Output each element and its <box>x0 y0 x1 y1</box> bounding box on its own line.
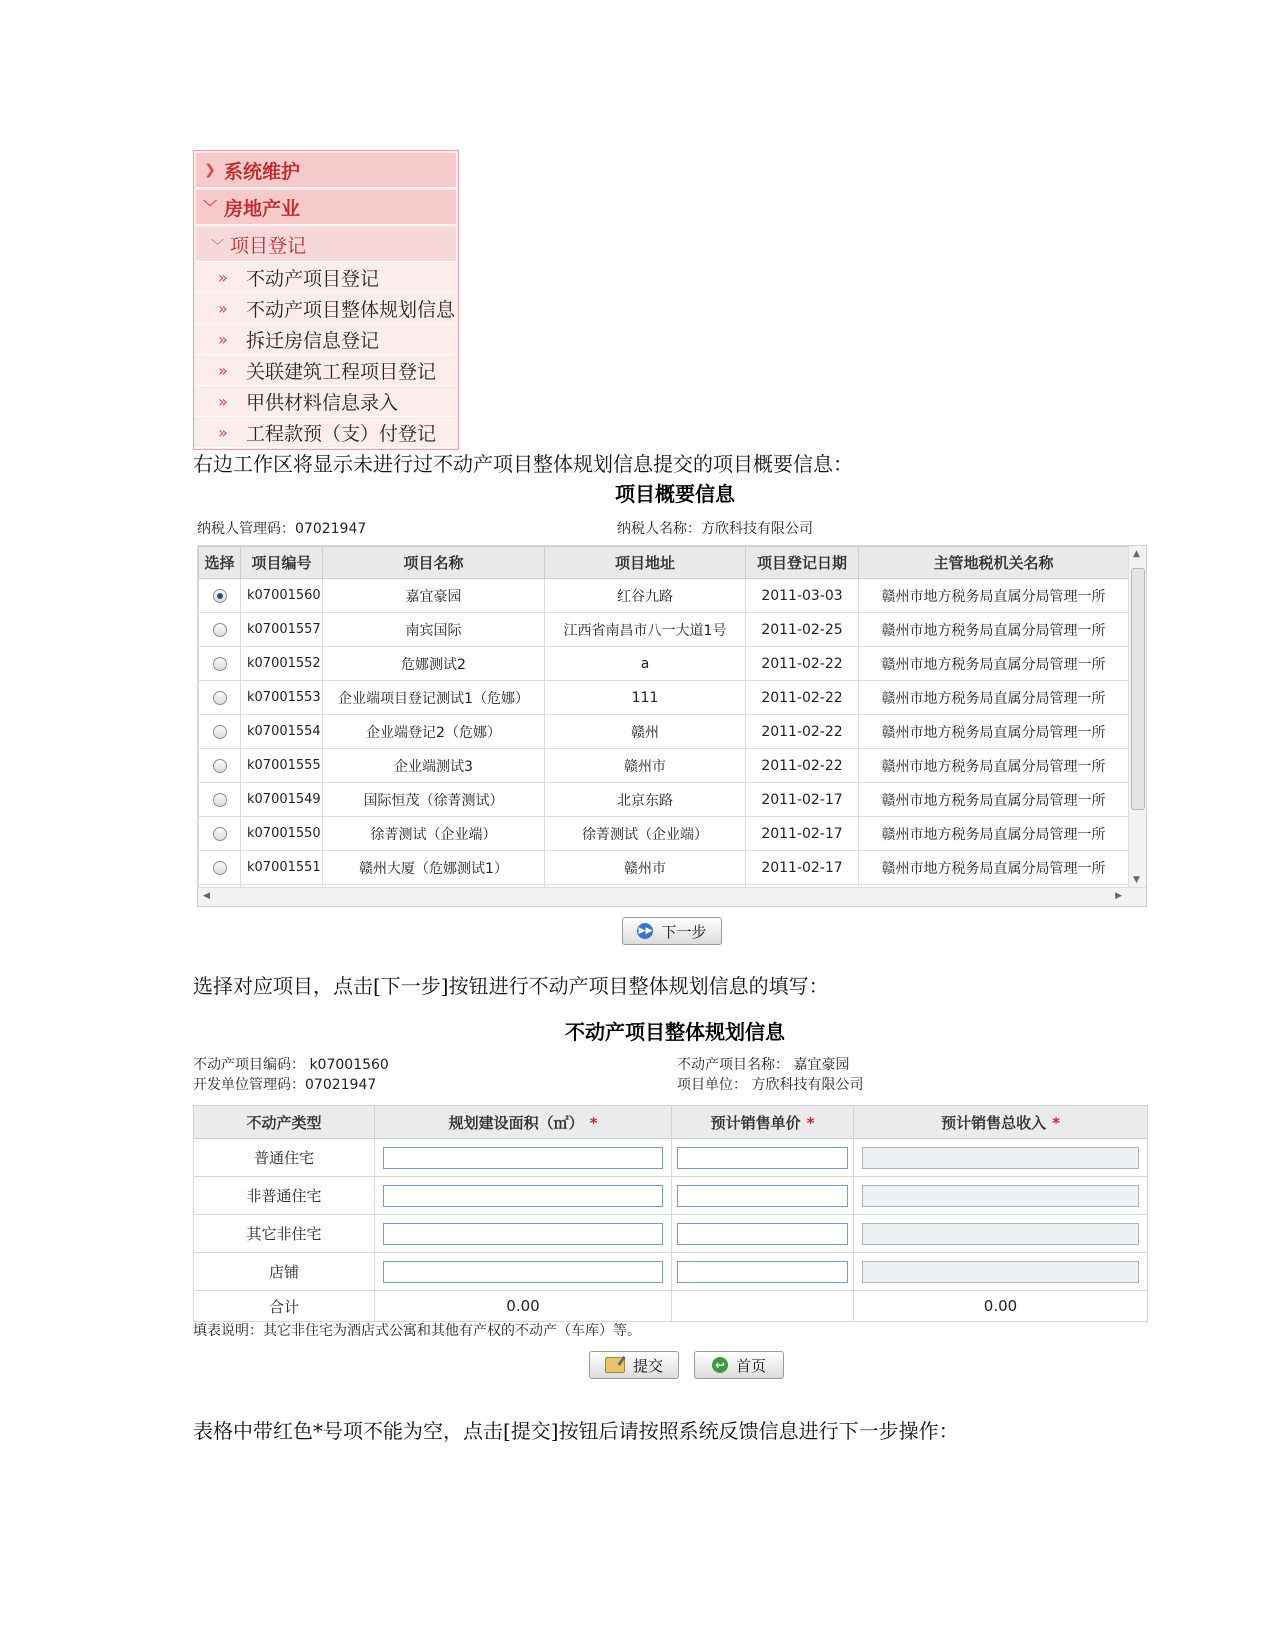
scroll-down-icon[interactable]: ▼ <box>1133 875 1140 885</box>
col-header-select: 选择 <box>199 547 241 579</box>
paragraph-3: 表格中带红色*号项不能为空，点击[提交]按钮后请按照系统反馈信息进行下一步操作： <box>193 1419 959 1443</box>
unit-price-cell <box>672 1177 854 1215</box>
submit-button[interactable]: 提交 <box>589 1351 679 1379</box>
project-date: 2011-02-22 <box>746 647 859 681</box>
table-row[interactable] <box>199 749 1129 783</box>
project-date: 2011-02-17 <box>746 851 859 885</box>
total-income-cell <box>854 1139 1148 1177</box>
project-address: 红谷九路 <box>545 579 746 613</box>
project-code-info: 不动产项目编码： k07001560 <box>193 1057 389 1073</box>
menu-item-construction-link[interactable]: » 关联建筑工程项目登记 <box>196 355 456 386</box>
double-chevron-icon: » <box>218 267 228 287</box>
total-unit-price <box>672 1291 854 1322</box>
property-type: 其它非住宅 <box>194 1215 375 1253</box>
table-row[interactable] <box>199 579 1129 613</box>
menu-project-registration[interactable]: ﹀ 项目登记 <box>196 227 456 262</box>
required-mark: * <box>806 1113 815 1132</box>
area-input[interactable] <box>383 1261 662 1283</box>
chevron-down-icon: ﹀ <box>210 238 224 254</box>
project-code: k07001551 <box>241 851 323 885</box>
unit-price-input[interactable] <box>677 1185 847 1207</box>
col-header-date: 项目登记日期 <box>746 547 859 579</box>
home-button[interactable]: ↩ 首页 <box>694 1351 784 1379</box>
col-header-name: 项目名称 <box>323 547 545 579</box>
tax-office: 赣州市地方税务局直属分局管理一所 <box>859 817 1129 851</box>
form-note: 填表说明：其它非住宅为酒店式公寓和其他有产权的不动产（车库）等。 <box>193 1323 641 1339</box>
select-radio[interactable] <box>213 827 227 841</box>
table-row[interactable] <box>199 783 1129 817</box>
project-address: 赣州市 <box>545 851 746 885</box>
col-header-type: 不动产类型 <box>194 1106 375 1139</box>
project-name: 企业端项目登记测试1（危娜） <box>323 681 545 715</box>
vertical-scrollbar[interactable] <box>1128 546 1146 888</box>
col-header-office: 主管地税机关名称 <box>859 547 1129 579</box>
select-radio[interactable] <box>213 623 227 637</box>
property-type: 店铺 <box>194 1253 375 1291</box>
total-income-input <box>862 1223 1138 1245</box>
tax-office: 赣州市地方税务局直属分局管理一所 <box>859 681 1129 715</box>
tax-office: 赣州市地方税务局直属分局管理一所 <box>859 613 1129 647</box>
menu-system-maintenance[interactable]: ❯ 系统维护 <box>196 153 456 188</box>
col-header-code: 项目编号 <box>241 547 323 579</box>
select-cell[interactable] <box>199 817 241 851</box>
paragraph-2: 选择对应项目，点击[下一步]按钮进行不动产项目整体规划信息的填写： <box>193 974 829 998</box>
project-unit-info: 项目单位： 方欣科技有限公司 <box>677 1077 864 1093</box>
col-header-area: 规划建设面积（㎡） * <box>375 1106 672 1139</box>
scroll-left-icon[interactable]: ◀ <box>203 891 210 901</box>
submit-icon <box>605 1357 625 1373</box>
project-date: 2011-02-22 <box>746 749 859 783</box>
project-code: k07001549 <box>241 783 323 817</box>
project-address: 北京东路 <box>545 783 746 817</box>
plan-table <box>193 1105 1148 1322</box>
tax-office: 赣州市地方税务局直属分局管理一所 <box>859 783 1129 817</box>
unit-price-cell <box>672 1139 854 1177</box>
project-code: k07001552 <box>241 647 323 681</box>
project-name: 徐菁测试（企业端） <box>323 817 545 851</box>
total-income-input <box>862 1185 1138 1207</box>
project-name: 嘉宜豪园 <box>323 579 545 613</box>
table-row[interactable] <box>199 613 1129 647</box>
unit-price-cell <box>672 1215 854 1253</box>
area-cell <box>375 1215 672 1253</box>
project-code: k07001550 <box>241 817 323 851</box>
property-type: 非普通住宅 <box>194 1177 375 1215</box>
area-input[interactable] <box>383 1223 662 1245</box>
project-name: 赣州大厦（危娜测试1） <box>323 851 545 885</box>
paragraph-1: 右边工作区将显示未进行过不动产项目整体规划信息提交的项目概要信息： <box>193 452 853 476</box>
area-cell <box>375 1253 672 1291</box>
select-cell[interactable] <box>199 783 241 817</box>
select-cell[interactable] <box>199 851 241 885</box>
project-name: 国际恒茂（徐菁测试） <box>323 783 545 817</box>
menu-item-overall-plan[interactable]: » 不动产项目整体规划信息 <box>196 293 456 324</box>
next-step-button[interactable]: ▶▶ 下一步 <box>622 917 722 945</box>
project-name: 危娜测试2 <box>323 647 545 681</box>
tax-office: 赣州市地方税务局直属分局管理一所 <box>859 647 1129 681</box>
project-address: 赣州市 <box>545 749 746 783</box>
project-address: 111 <box>545 681 746 715</box>
dev-code-info: 开发单位管理码：07021947 <box>193 1077 377 1093</box>
project-date: 2011-03-03 <box>746 579 859 613</box>
project-address: 江西省南昌市八一大道1号 <box>545 613 746 647</box>
project-name: 南宾国际 <box>323 613 545 647</box>
scroll-up-icon[interactable]: ▲ <box>1133 549 1140 559</box>
select-radio[interactable] <box>213 691 227 705</box>
project-code: k07001560 <box>241 579 323 613</box>
select-cell[interactable] <box>199 681 241 715</box>
taxpayer-name-info: 纳税人名称：方欣科技有限公司 <box>617 521 813 537</box>
forward-icon: ▶▶ <box>637 923 653 939</box>
chevron-right-icon: ❯ <box>204 162 216 178</box>
project-date: 2011-02-25 <box>746 613 859 647</box>
total-row <box>194 1291 1148 1322</box>
select-radio[interactable] <box>213 759 227 773</box>
table-header-row <box>199 547 1129 579</box>
project-table <box>198 546 1129 907</box>
project-code: k07001555 <box>241 749 323 783</box>
table-row[interactable] <box>199 817 1129 851</box>
required-mark: * <box>589 1113 598 1132</box>
unit-price-input[interactable] <box>677 1261 847 1283</box>
menu-item-material-entry[interactable]: » 甲供材料信息录入 <box>196 386 456 417</box>
double-chevron-icon: » <box>218 360 228 380</box>
project-code: k07001554 <box>241 715 323 749</box>
overview-title: 项目概要信息 <box>615 482 735 506</box>
menu-item-demolition[interactable]: » 拆迁房信息登记 <box>196 324 456 355</box>
unit-price-input[interactable] <box>677 1223 847 1245</box>
project-code: k07001553 <box>241 681 323 715</box>
total-label: 合计 <box>194 1291 375 1322</box>
plan-header-row <box>194 1106 1148 1139</box>
area-input[interactable] <box>383 1185 662 1207</box>
col-header-unit-price: 预计销售单价 * <box>672 1106 854 1139</box>
select-cell[interactable] <box>199 647 241 681</box>
project-date: 2011-02-17 <box>746 817 859 851</box>
double-chevron-icon: » <box>218 298 228 318</box>
plan-row <box>194 1177 1148 1215</box>
property-type: 普通住宅 <box>194 1139 375 1177</box>
select-radio[interactable] <box>213 861 227 875</box>
project-name-info: 不动产项目名称： 嘉宜豪园 <box>677 1057 850 1073</box>
tax-office: 赣州市地方税务局直属分局管理一所 <box>859 851 1129 885</box>
project-address: 徐菁测试（企业端） <box>545 817 746 851</box>
tax-office: 赣州市地方税务局直属分局管理一所 <box>859 579 1129 613</box>
total-income-cell <box>854 1215 1148 1253</box>
chevron-down-icon: ﹀ <box>203 200 217 216</box>
total-income-cell <box>854 1177 1148 1215</box>
area-cell <box>375 1177 672 1215</box>
table-row[interactable] <box>199 715 1129 749</box>
double-chevron-icon: » <box>218 391 228 411</box>
col-header-address: 项目地址 <box>545 547 746 579</box>
scroll-right-icon[interactable]: ▶ <box>1115 891 1122 901</box>
select-radio[interactable] <box>213 725 227 739</box>
menu-real-estate[interactable]: ﹀ 房地产业 <box>196 190 456 225</box>
area-cell <box>375 1139 672 1177</box>
total-income: 0.00 <box>854 1291 1148 1322</box>
plan-row <box>194 1253 1148 1291</box>
total-area: 0.00 <box>375 1291 672 1322</box>
project-address: a <box>545 647 746 681</box>
unit-price-cell <box>672 1253 854 1291</box>
plan-row <box>194 1139 1148 1177</box>
tax-office: 赣州市地方税务局直属分局管理一所 <box>859 749 1129 783</box>
area-input[interactable] <box>383 1147 662 1169</box>
select-cell[interactable] <box>199 749 241 783</box>
table-row[interactable] <box>199 681 1129 715</box>
project-date: 2011-02-22 <box>746 681 859 715</box>
select-cell[interactable] <box>199 715 241 749</box>
project-code: k07001557 <box>241 613 323 647</box>
project-name: 企业端测试3 <box>323 749 545 783</box>
select-cell[interactable] <box>199 579 241 613</box>
col-header-total-income: 预计销售总收入 * <box>854 1106 1148 1139</box>
project-table-container <box>197 545 1147 907</box>
total-income-input <box>862 1147 1138 1169</box>
select-radio[interactable] <box>213 793 227 807</box>
table-row[interactable] <box>199 647 1129 681</box>
plan-title: 不动产项目整体规划信息 <box>565 1020 785 1044</box>
double-chevron-icon: » <box>218 422 228 442</box>
side-menu <box>193 150 459 450</box>
total-income-input <box>862 1261 1138 1283</box>
horizontal-scrollbar[interactable] <box>198 887 1146 906</box>
scroll-thumb[interactable] <box>1131 568 1145 810</box>
tax-office: 赣州市地方税务局直属分局管理一所 <box>859 715 1129 749</box>
project-name: 企业端登记2（危娜） <box>323 715 545 749</box>
taxpayer-code-info: 纳税人管理码：07021947 <box>197 521 367 537</box>
table-row[interactable] <box>199 851 1129 885</box>
select-cell[interactable] <box>199 613 241 647</box>
total-income-cell <box>854 1253 1148 1291</box>
project-date: 2011-02-17 <box>746 783 859 817</box>
menu-item-payment[interactable]: » 工程款预（支）付登记 <box>196 417 456 448</box>
double-chevron-icon: » <box>218 329 228 349</box>
project-address: 赣州 <box>545 715 746 749</box>
plan-row <box>194 1215 1148 1253</box>
unit-price-input[interactable] <box>677 1147 847 1169</box>
return-icon: ↩ <box>712 1357 728 1373</box>
project-date: 2011-02-22 <box>746 715 859 749</box>
select-radio[interactable] <box>213 589 227 603</box>
menu-item-realestate-registration[interactable]: » 不动产项目登记 <box>196 262 456 293</box>
select-radio[interactable] <box>213 657 227 671</box>
required-mark: * <box>1052 1113 1060 1132</box>
